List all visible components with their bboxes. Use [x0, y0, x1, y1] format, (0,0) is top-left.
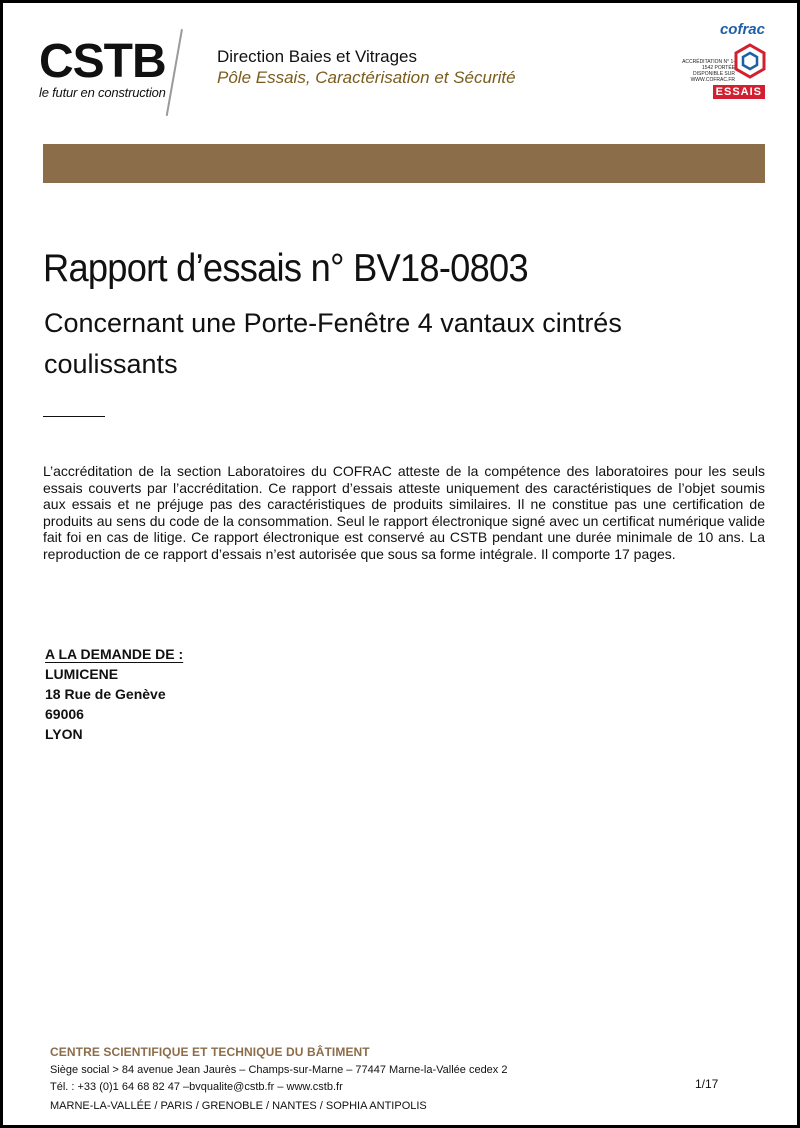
accreditation-paragraph: L’accréditation de la section Laboratoires du COFRAC atteste de la compétence des laboratoires pour les seuls essais couverts par l’accréditation. Ce rapport d’essais atteste uniquement des caractéristiques de l’objet soumis aux essais et ne préjuge pas des caractéristiques de produits similaires. Il ne constitue pas une certification de produits au sens du code de la consommation. Seul le rapport électronique signé avec un certificat numérique valide fait foi en cas de litige. Ce rapport électronique est conservé au CSTB pendant une durée minimale de 10 ans. La reproduction de ce rapport d’essais n’est autorisée que sous sa forme intégrale. Il comporte 17 pages.	[43, 463, 765, 562]
cofrac-essais-badge: ESSAIS	[713, 85, 765, 99]
department-pole: Pôle Essais, Caractérisation et Sécurité	[217, 68, 516, 87]
report-title: Rapport d’essais n° BV18-0803	[43, 247, 528, 290]
cofrac-title: cofrac	[719, 21, 765, 38]
department-block	[217, 47, 516, 89]
logo-tagline: le futur en construction	[39, 85, 166, 100]
cstb-logo	[39, 35, 189, 103]
page-number: 1/17	[695, 1077, 719, 1091]
footer-contact: Tél. : +33 (0)1 64 68 82 47 –bvqualite@cstb.fr – www.cstb.fr	[50, 1081, 343, 1093]
requester-street: 18 Rue de Genève	[45, 686, 166, 702]
logo-wordmark: CSTB	[39, 35, 166, 88]
footer-address: Siège social > 84 avenue Jean Jaurès – Champs-sur-Marne – 77447 Marne-la-Vallée cedex 2	[50, 1064, 508, 1076]
report-subtitle: Concernant une Porte-Fenêtre 4 vantaux cintrés coulissants	[44, 308, 622, 379]
requester-block	[45, 644, 183, 744]
requester-company: LUMICENE	[45, 666, 119, 682]
department-name: Direction Baies et Vitrages	[217, 47, 418, 66]
footer-cities: MARNE-LA-VALLÉE / PARIS / GRENOBLE / NANTES / SOPHIA ANTIPOLIS	[50, 1100, 427, 1112]
cofrac-logo	[675, 21, 767, 105]
cofrac-accreditation-text: ACCRÉDITATION N° 1-1542 PORTÉE DISPONIBLE SUR WWW.COFRAC.FR	[682, 59, 735, 83]
footer-org: CENTRE SCIENTIFIQUE ET TECHNIQUE DU BÂTIMENT	[50, 1045, 370, 1059]
requester-postcode: 69006	[45, 706, 84, 722]
requester-label: A LA DEMANDE DE :	[45, 646, 184, 662]
header-band	[43, 144, 765, 183]
requester-city: LYON	[45, 726, 83, 742]
title-rule	[43, 416, 105, 417]
footer	[50, 1042, 750, 1116]
cofrac-hexagon-icon	[733, 43, 767, 81]
